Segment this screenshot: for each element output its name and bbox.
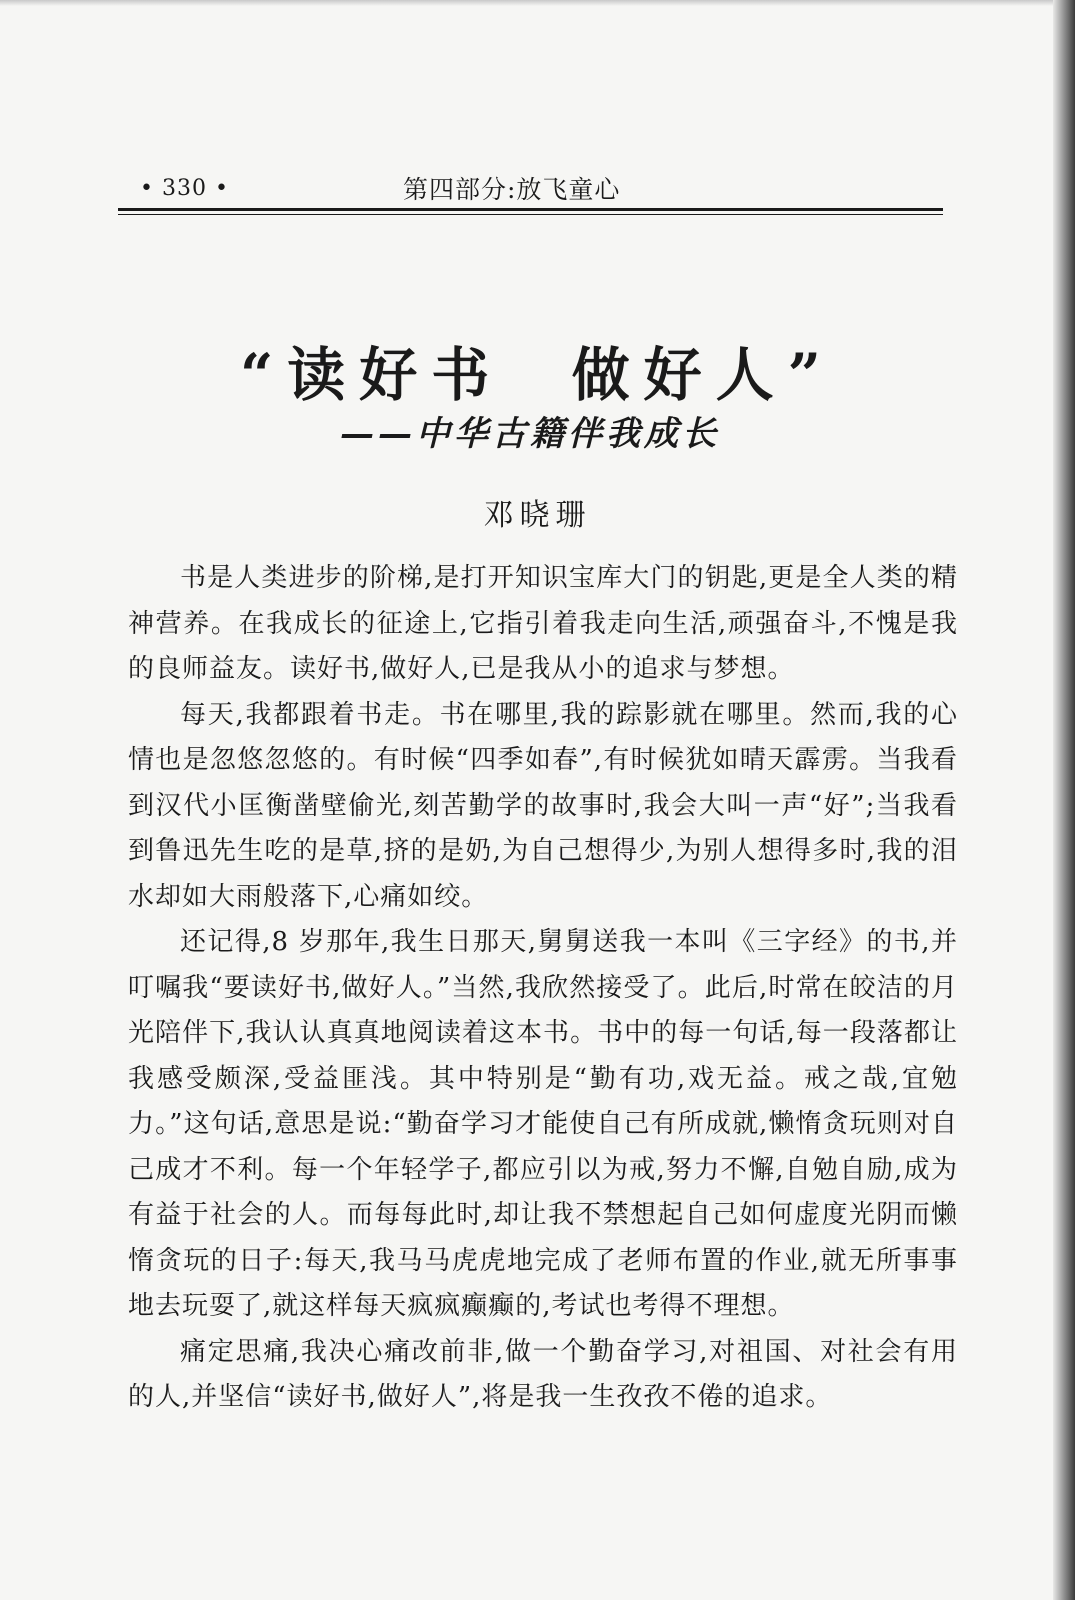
page-number: • 330 •	[140, 176, 229, 201]
paragraph-3: 还记得,8 岁那年,我生日那天,舅舅送我一本叫《三字经》的书,并叮嘱我“要读好书,做好人。”当然,我欣然接受了。此后,时常在皎洁的月光陪伴下,我认认真真地阅读着这本书。书中的每一句话,每一段落都让我感受颇深,受益匪浅。其中特别是“勤有功,戏无益。戒之哉,宜勉力。”这句话,意思是说:“勤奋学习才能使自己有所成就,懒惰贪玩则对自己成才不利。每一个年轻学子,都应引以为戒,努力不懈,自勉自励,成为有益于社会的人。而每每此时,却让我不禁想起自己如何虚度光阴而懒惰贪玩的日子:每天,我马马虎虎地完成了老师布置的作业,就无所事事地去玩耍了,就这样每天疯疯癫癫的,考试也考得不理想。	[128, 927, 958, 1321]
paragraph-1: 书是人类进步的阶梯,是打开知识宝库大门的钥匙,更是全人类的精神营养。在我成长的征途上,它指引着我走向生活,顽强奋斗,不愧是我的良师益友。读好书,做好人,已是我从小的追求与梦想。	[128, 563, 958, 684]
article-title: “读好书 做好人”	[239, 341, 836, 409]
article-subtitle: ——中华古籍伴我成长	[340, 414, 720, 454]
header-rule-thick	[118, 208, 943, 211]
paragraph-2: 每天,我都跟着书走。书在哪里,我的踪影就在哪里。然而,我的心情也是忽悠忽悠的。有时候“四季如春”,有时候犹如晴天霹雳。当我看到汉代小匡衡凿壁偷光,刻苦勤学的故事时,我会大叫一声“好”;当我看到鲁迅先生吃的是草,挤的是奶,为自己想得少,为别人想得多时,我的泪水却如大雨般落下,心痛如绞。	[128, 699, 958, 912]
running-header	[118, 168, 943, 208]
article-author: 邓晓珊	[483, 498, 592, 533]
section-title: 第四部分:放飞童心	[403, 175, 621, 204]
scan-right-edge	[1053, 0, 1075, 1600]
scan-top-edge	[0, 0, 1075, 6]
article-body	[128, 556, 958, 1421]
header-rule-thin	[118, 214, 943, 215]
paragraph-4: 痛定思痛,我决心痛改前非,做一个勤奋学习,对祖国、对社会有用的人,并坚信“读好书,做好人”,将是我一生孜孜不倦的追求。	[128, 1336, 958, 1412]
